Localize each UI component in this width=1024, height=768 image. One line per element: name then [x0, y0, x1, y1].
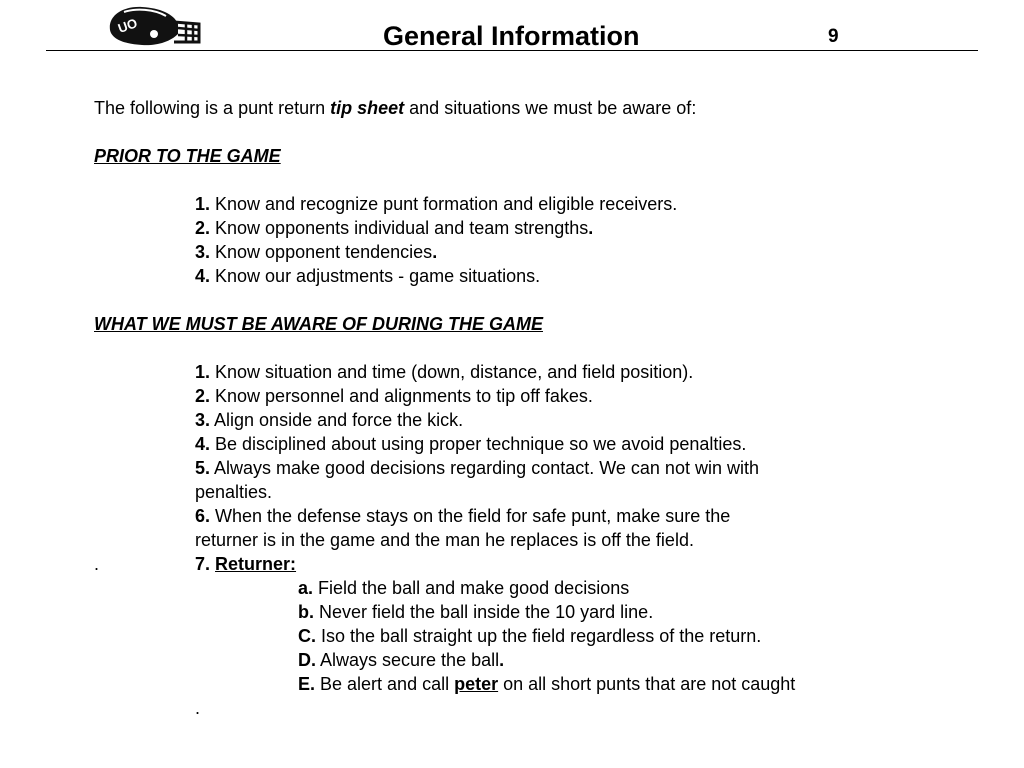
keyword-peter: peter — [454, 674, 499, 694]
item-text: Always make good decisions regarding contact. We can not win with — [210, 458, 759, 478]
sub-list-item — [94, 624, 974, 648]
sub-list-item — [94, 648, 974, 672]
section-heading-during: WHAT WE MUST BE AWARE OF DURING THE GAME — [94, 314, 543, 334]
intro-emphasis: tip sheet — [330, 98, 405, 118]
item-text: Know opponents individual and team strengths — [210, 218, 589, 238]
item-text: Know personnel and alignments to tip off fakes. — [210, 386, 593, 406]
sub-item-tail: . — [499, 650, 505, 670]
sub-item-text: Never field the ball inside the 10 yard line. — [314, 602, 654, 622]
list-item — [94, 264, 974, 288]
item-number: 1. — [195, 194, 211, 214]
item-number: 6. — [195, 506, 211, 526]
list-item — [94, 240, 974, 264]
item-tail: . — [432, 242, 438, 262]
item-number: 3. — [195, 410, 211, 430]
intro-after: and situations we must be aware of: — [404, 98, 697, 118]
list-item-continuation: returner is in the game and the man he replaces is off the field. — [195, 530, 694, 550]
header-divider — [46, 50, 978, 51]
section-heading-prior: PRIOR TO THE GAME — [94, 146, 281, 166]
sub-item-text-before: Be alert and call — [315, 674, 455, 694]
item-text: Know situation and time (down, distance, and field position). — [210, 362, 694, 382]
sub-item-text: Iso the ball straight up the field regardless of the return. — [316, 626, 762, 646]
list-item — [94, 504, 974, 528]
item-text: Know opponent tendencies — [210, 242, 433, 262]
item-number: 4. — [195, 266, 211, 286]
sub-list-item — [94, 672, 974, 696]
item-number: 1. — [195, 362, 211, 382]
item-text: Know our adjustments - game situations. — [210, 266, 541, 286]
item-number: 2. — [195, 386, 211, 406]
list-item — [94, 192, 974, 216]
sub-item-letter: a. — [298, 578, 314, 598]
sub-item-letter: b. — [298, 602, 314, 622]
football-helmet-icon — [104, 4, 202, 48]
document-body — [94, 96, 974, 720]
item-text: Know and recognize punt formation and eligible receivers. — [210, 194, 678, 214]
stray-mark: . — [94, 554, 100, 574]
item-text: Align onside and force the kick. — [210, 410, 464, 430]
list-item-returner — [94, 552, 974, 576]
sub-item-text-after: on all short punts that are not caught — [498, 674, 796, 694]
item-tail: . — [588, 218, 594, 238]
sub-item-letter: C. — [298, 626, 316, 646]
sub-item-text: Always secure the ball — [316, 650, 500, 670]
list-item — [94, 408, 974, 432]
list-item — [94, 456, 974, 480]
list-item — [94, 216, 974, 240]
item-number: 5. — [195, 458, 211, 478]
item-number: 4. — [195, 434, 211, 454]
page-header — [0, 0, 1024, 60]
item-number: 7. — [195, 554, 211, 574]
intro-line — [94, 96, 974, 120]
sub-item-letter: E. — [298, 674, 316, 694]
item-text: Be disciplined about using proper technique so we avoid penalties. — [210, 434, 747, 454]
returner-label: Returner: — [215, 554, 297, 574]
item-number: 2. — [195, 218, 211, 238]
logo-monogram: UO — [115, 15, 140, 36]
end-mark: . — [195, 698, 201, 718]
item-number: 3. — [195, 242, 211, 262]
sub-item-letter: D. — [298, 650, 316, 670]
page-number: 9 — [828, 26, 839, 47]
intro-before: The following is a punt return — [94, 98, 331, 118]
list-item — [94, 432, 974, 456]
list-item-continuation: penalties. — [195, 482, 273, 502]
list-item — [94, 384, 974, 408]
page-title: General Information — [383, 21, 640, 51]
list-item — [94, 360, 974, 384]
item-text: When the defense stays on the field for safe punt, make sure the — [210, 506, 731, 526]
sub-item-text: Field the ball and make good decisions — [313, 578, 630, 598]
sub-list-item — [94, 600, 974, 624]
sub-list-item — [94, 576, 974, 600]
